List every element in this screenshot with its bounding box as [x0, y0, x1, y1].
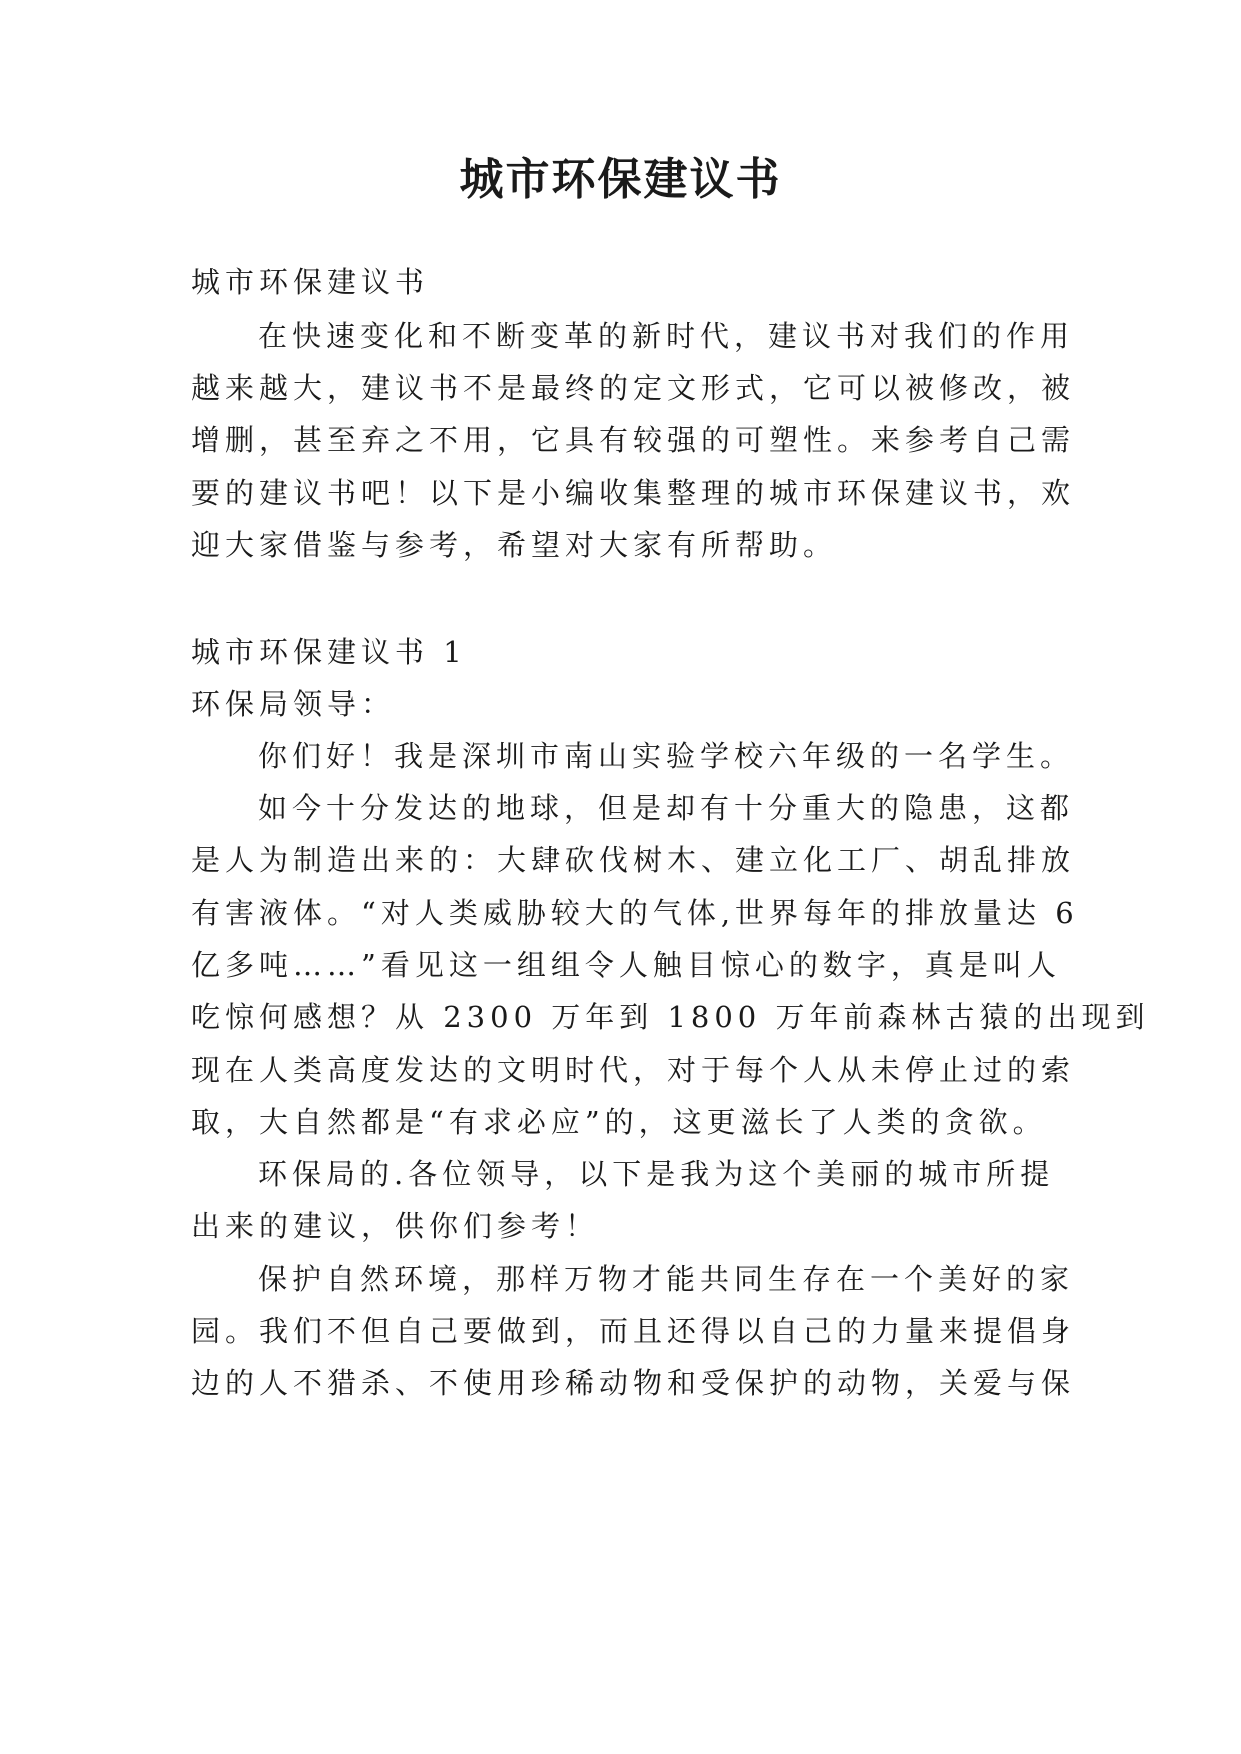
paragraph-line: 如今十分发达的地球，但是却有十分重大的隐患，这都 [258, 791, 1075, 825]
salutation: 环保局领导： [191, 687, 396, 721]
intro-line: 增删，甚至弃之不用，它具有较强的可塑性。来参考自己需 [191, 423, 1076, 457]
paragraph-line: 环保局的.各位领导，以下是我为这个美丽的城市所提 [258, 1157, 1055, 1191]
paragraph-line: 有害液体。“对人类威胁较大的气体,世界每年的排放量达 6 [191, 896, 1079, 930]
paragraph-line: 边的人不猎杀、不使用珍稀动物和受保护的动物，关爱与保 [191, 1366, 1076, 1400]
paragraph-line: 取，大自然都是“有求必应”的，这更滋长了人类的贪欲。 [191, 1105, 1047, 1139]
paragraph-line: 是人为制造出来的：大肆砍伐树木、建立化工厂、胡乱排放 [191, 843, 1076, 877]
paragraph-line: 亿多吨……”看见这一组组令人触目惊心的数字，真是叫人 [191, 948, 1061, 982]
intro-line: 要的建议书吧！以下是小编收集整理的城市环保建议书，欢 [191, 476, 1076, 510]
section-heading: 城市环保建议书 1 [191, 635, 467, 669]
paragraph-line: 保护自然环境，那样万物才能共同生存在一个美好的家 [258, 1262, 1075, 1296]
intro-line: 越来越大，建议书不是最终的定文形式，它可以被修改，被 [191, 371, 1076, 405]
document-title: 城市环保建议书 [459, 154, 782, 205]
intro-line: 迎大家借鉴与参考，希望对大家有所帮助。 [191, 528, 838, 562]
paragraph-line: 现在人类高度发达的文明时代，对于每个人从未停止过的索 [191, 1053, 1076, 1087]
document-subtitle: 城市环保建议书 [191, 265, 430, 299]
intro-line: 在快速变化和不断变革的新时代，建议书对我们的作用 [258, 319, 1075, 353]
paragraph-line: 出来的建议，供你们参考！ [191, 1209, 600, 1243]
paragraph-line: 吃惊何感想？从 2300 万年到 1800 万年前森林古猿的出现到 [191, 1000, 1150, 1034]
paragraph-line: 园。我们不但自己要做到，而且还得以自己的力量来提倡身 [191, 1314, 1076, 1348]
paragraph-line: 你们好！我是深圳市南山实验学校六年级的一名学生。 [258, 739, 1075, 773]
